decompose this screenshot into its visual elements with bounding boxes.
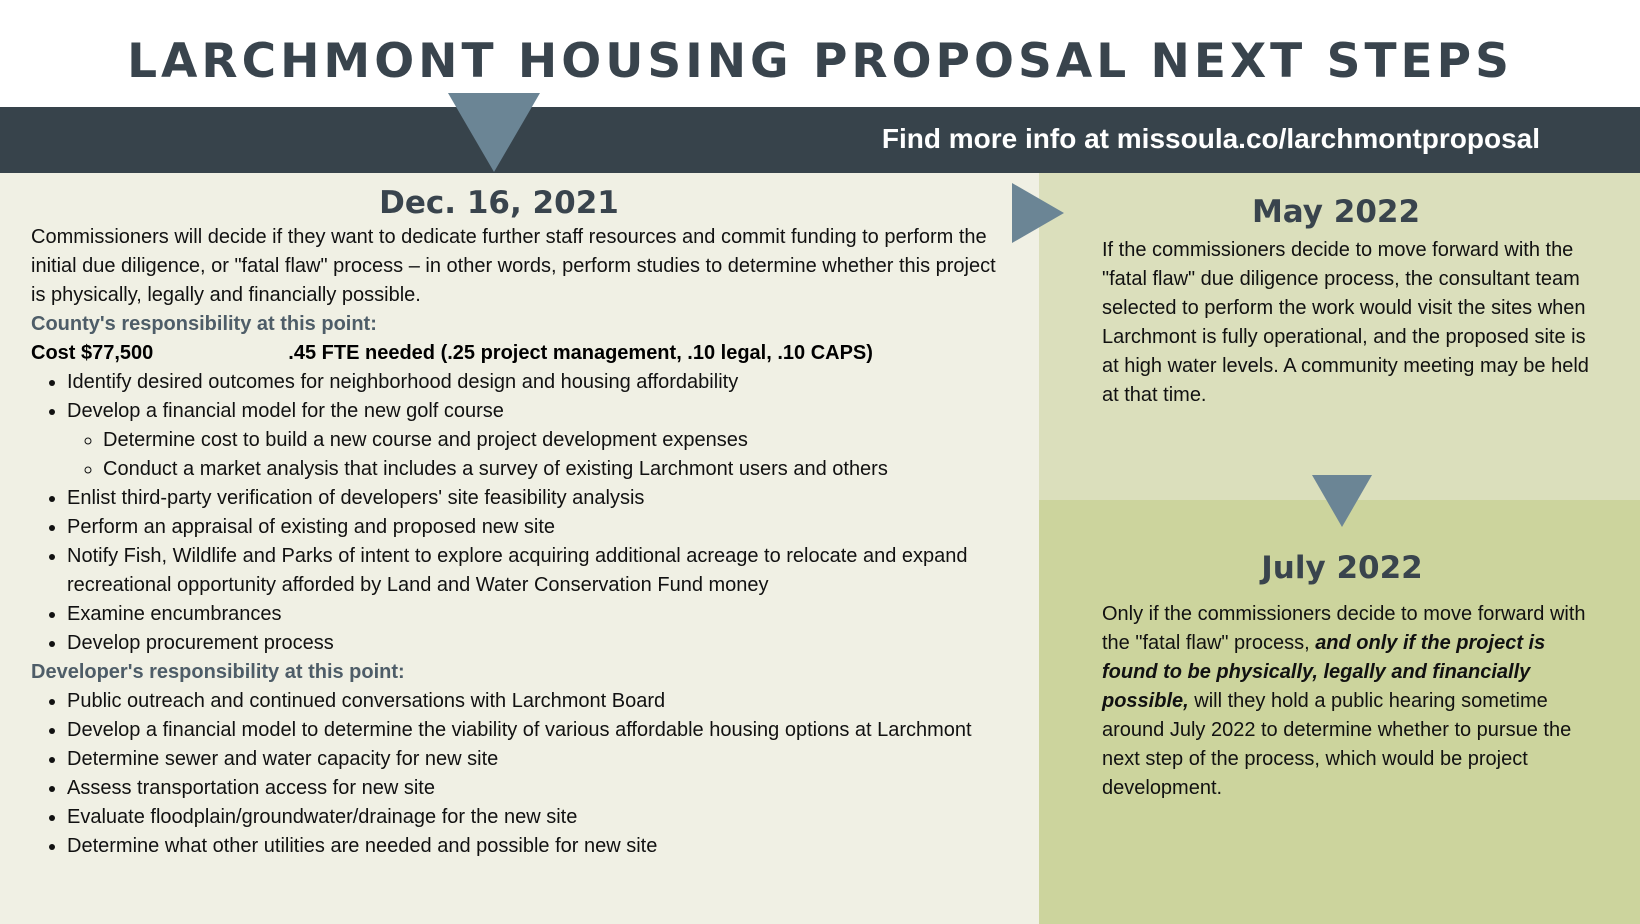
sub-list-item: ◦ Determine cost to build a new course and project development expenses	[103, 426, 1001, 455]
july-2022-text: Only if the commissioners decide to move forward with the "fatal flaw" process, and only if the project is found to be physically, legally and financially possible, will they hold a public hearing sometime around July 2022 to determine whether to pursue the next step of the process, which would be project development.	[1102, 603, 1586, 799]
list-item: • Develop a financial model for the new golf course ◦ Determine cost to build a new course and project development expenses ◦ Conduct a market analysis that includes a survey of existing Larchmont users and others	[67, 397, 1001, 484]
right-arrow-icon	[1012, 183, 1064, 243]
list-item: • Perform an appraisal of existing and proposed new site	[67, 513, 1001, 542]
cost-line	[31, 339, 1001, 368]
july-2022-date: July 2022	[1261, 550, 1423, 586]
list-item: • Examine encumbrances	[67, 600, 1001, 629]
list-item: • Evaluate floodplain/groundwater/drainage for the new site	[67, 803, 1001, 832]
may-2022-date: May 2022	[1251, 194, 1421, 230]
developer-responsibility-heading: Developer's responsibility at this point:	[31, 661, 405, 683]
list-item: • Develop a financial model to determine the viability of various affordable housing options at Larchmont	[67, 716, 1001, 745]
may-2022-text: If the commissioners decide to move forward with the "fatal flaw" due diligence process, the consultant team selected to perform the work would visit the sites when Larchmont is fully operational, and the proposed site is at high water levels. A community meeting may be held at that time.	[1102, 239, 1589, 406]
may-2022-content	[1102, 192, 1602, 410]
dec-2021-date: Dec. 16, 2021	[379, 185, 619, 221]
developer-tasks-list	[31, 687, 1001, 861]
july-2022-content	[1102, 548, 1602, 803]
cost-value: Cost $77,500	[31, 342, 154, 364]
county-responsibility-heading: County's responsibility at this point:	[31, 313, 377, 335]
down-arrow-icon	[448, 93, 540, 172]
fte-value: .45 FTE needed (.25 project management, .10 legal, .10 CAPS)	[288, 342, 873, 364]
info-link-text[interactable]: Find more info at missoula.co/larchmontproposal	[881, 123, 1540, 154]
sub-list-item: ◦ Conduct a market analysis that includes a survey of existing Larchmont users and others	[103, 455, 1001, 484]
list-item: • Develop procurement process	[67, 629, 1001, 658]
list-item: • Determine what other utilities are needed and possible for new site	[67, 832, 1001, 861]
list-item: • Assess transportation access for new site	[67, 774, 1001, 803]
golf-course-subtasks	[67, 426, 1001, 484]
list-item: • Notify Fish, Wildlife and Parks of intent to explore acquiring additional acreage to relocate and expand recreational opportunity afforded by Land and Water Conservation Fund money	[67, 542, 1001, 600]
list-item: • Public outreach and continued conversations with Larchmont Board	[67, 687, 1001, 716]
page-title: LARCHMONT HOUSING PROPOSAL NEXT STEPS	[127, 34, 1513, 89]
dec-2021-content	[31, 183, 1001, 861]
county-tasks-list	[31, 368, 1001, 658]
july-2022-emphasis: and only if the project is found to be physically, legally and financially possible,	[1102, 632, 1546, 712]
dec-2021-intro: Commissioners will decide if they want to dedicate further staff resources and commit funding to perform the initial due diligence, or "fatal flaw" process – in other words, perform studies to determine whether this project is physically, legally and financially possible.	[31, 226, 996, 306]
down-arrow-icon	[1312, 475, 1372, 527]
list-item: • Determine sewer and water capacity for new site	[67, 745, 1001, 774]
list-item: • Enlist third-party verification of developers' site feasibility analysis	[67, 484, 1001, 513]
list-item: • Identify desired outcomes for neighborhood design and housing affordability	[67, 368, 1001, 397]
info-banner	[0, 107, 1640, 173]
